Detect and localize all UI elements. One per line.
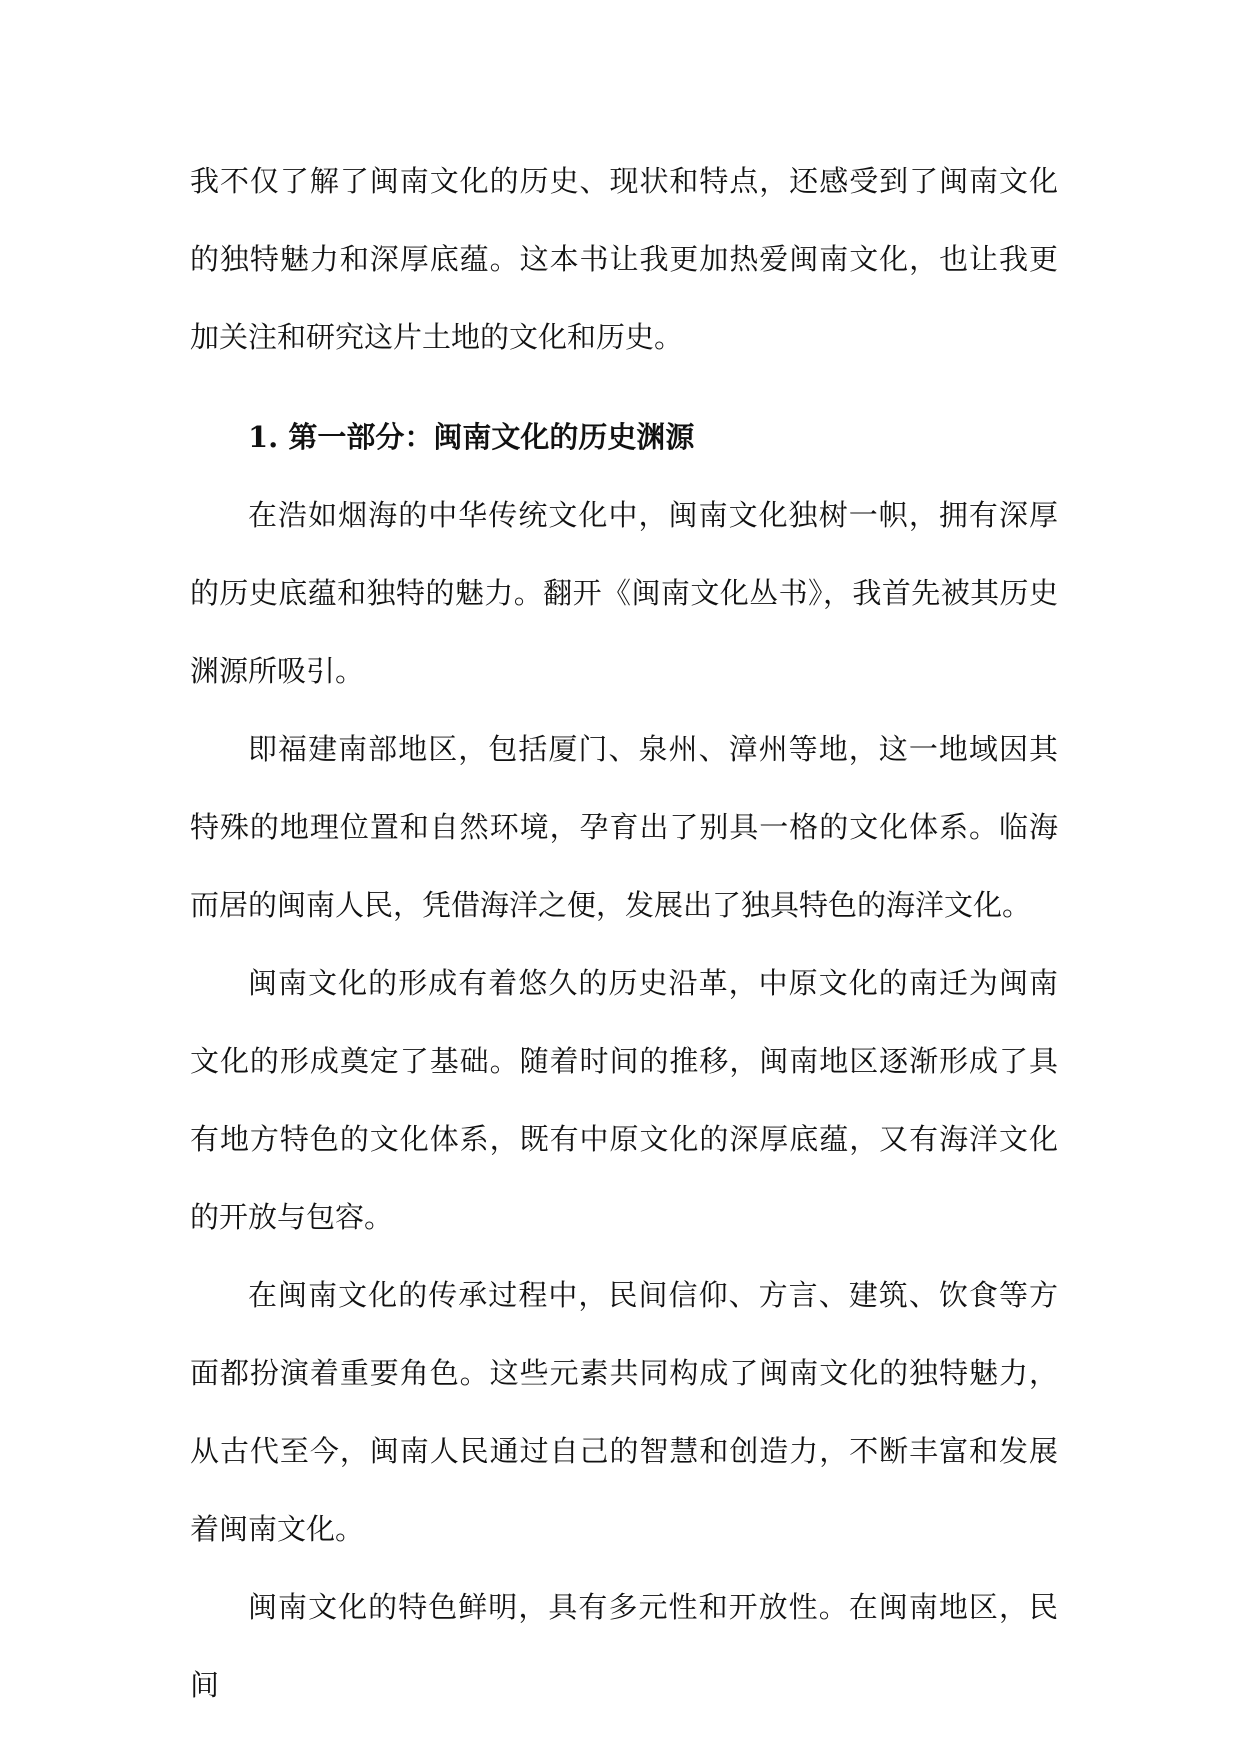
body-paragraph: 闽南文化的特色鲜明，具有多元性和开放性。在闽南地区，民间 — [190, 1590, 1058, 1702]
body-paragraph: 在浩如烟海的中华传统文化中，闽南文化独树一帜，拥有深厚的历史底蕴和独特的魅力。翻开《闽南文化丛书》，我首先被其历史渊源所吸引。 — [190, 498, 1058, 688]
body-paragraph: 即福建南部地区，包括厦门、泉州、漳州等地，这一地域因其特殊的地理位置和自然环境，孕育出了别具一格的文化体系。临海而居的闽南人民，凭借海洋之便，发展出了独具特色的海洋文化。 — [190, 732, 1058, 922]
section-heading: 1. 第一部分：闽南文化的历史渊源 — [248, 420, 695, 454]
intro-paragraph: 我不仅了解了闽南文化的历史、现状和特点，还感受到了闽南文化的独特魅力和深厚底蕴。这本书让我更加热爱闽南文化，也让我更加关注和研究这片土地的文化和历史。 — [190, 164, 1058, 354]
document-body — [190, 142, 1058, 1724]
body-paragraph: 在闽南文化的传承过程中，民间信仰、方言、建筑、饮食等方面都扮演着重要角色。这些元素共同构成了闽南文化的独特魅力，从古代至今，闽南人民通过自己的智慧和创造力，不断丰富和发展着闽南文化。 — [190, 1278, 1058, 1546]
body-paragraph: 闽南文化的形成有着悠久的历史沿革，中原文化的南迁为闽南文化的形成奠定了基础。随着时间的推移，闽南地区逐渐形成了具有地方特色的文化体系，既有中原文化的深厚底蕴，又有海洋文化的开放与包容。 — [190, 966, 1058, 1234]
